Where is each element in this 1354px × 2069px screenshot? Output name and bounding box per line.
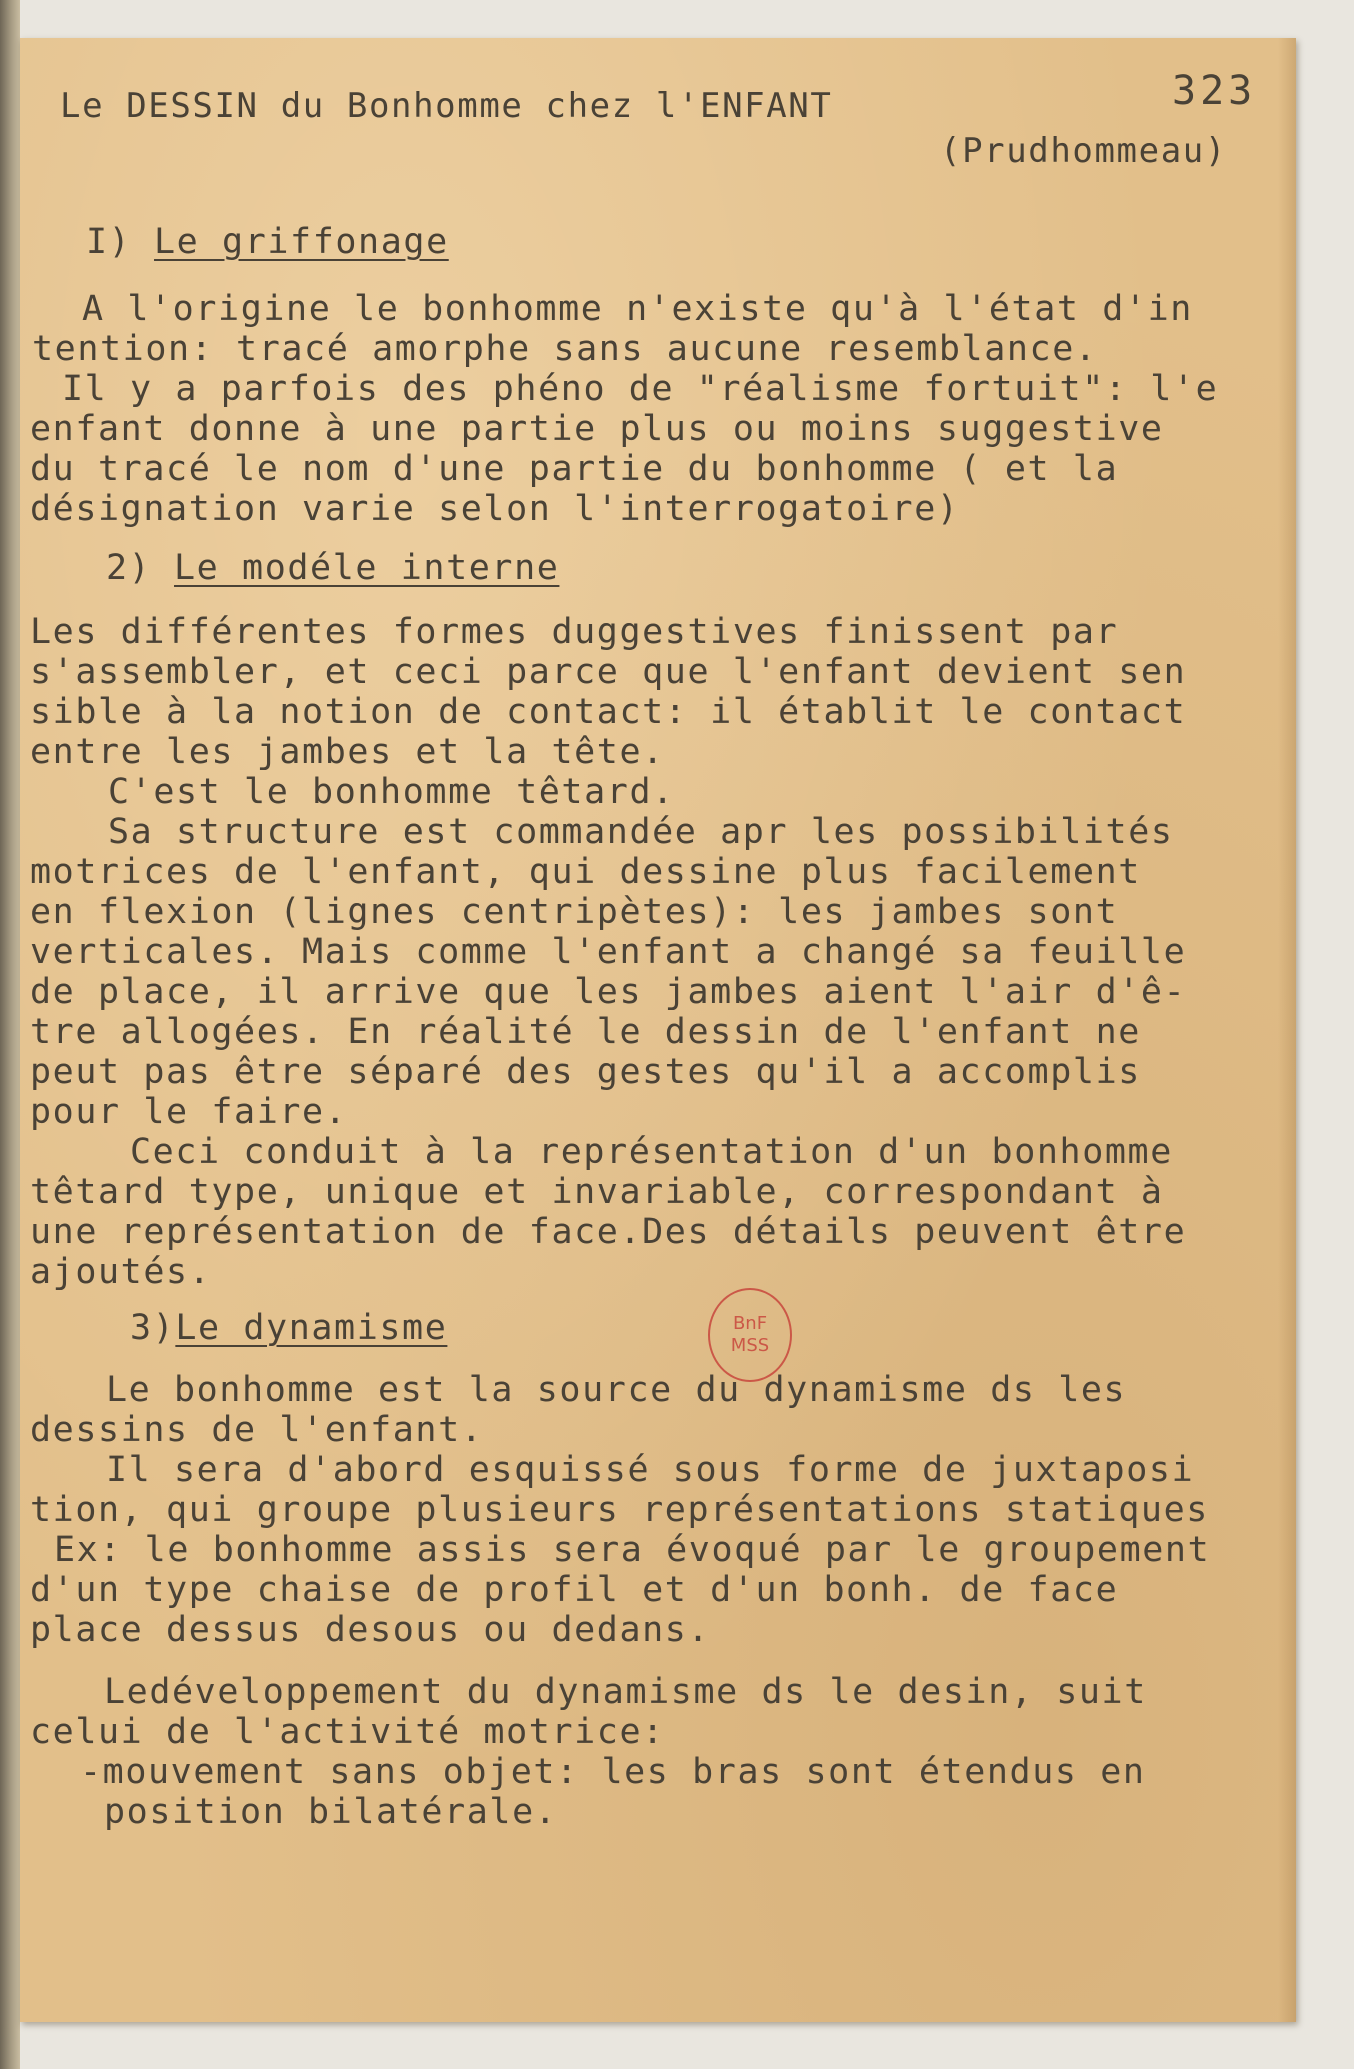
section-2-line: une représentation de face.Des détails peuvent être xyxy=(30,1212,1187,1252)
section-3-line: place dessus desous ou dedans. xyxy=(30,1610,711,1650)
section-1-line: désignation varie selon l'interrogatoire) xyxy=(30,489,960,529)
section-3-line: tion, qui groupe plusieurs représentations statiques xyxy=(30,1490,1209,1530)
section-1-line: Il y a parfois des phéno de "réalisme fortuit": l'e xyxy=(62,369,1219,409)
section-2-line: C'est le bonhomme têtard. xyxy=(108,772,675,812)
section-3-line: Ledéveloppement du dynamisme ds le desin, suit xyxy=(104,1672,1147,1712)
section-3-line: Il sera d'abord esquissé sous forme de juxtaposi xyxy=(106,1450,1195,1490)
section-2-line: Sa structure est commandée apr les possibilités xyxy=(108,812,1174,852)
section-2-line: verticales. Mais comme l'enfant a changé sa feuille xyxy=(30,932,1187,972)
typed-page xyxy=(20,38,1296,2022)
section-1-line: du tracé le nom d'une partie du bonhomme ( et la xyxy=(30,449,1119,489)
section-2-line: de place, il arrive que les jambes aient l'air d'ê- xyxy=(30,972,1187,1012)
section-1-number: I) xyxy=(86,222,155,262)
stamp-line: BnF xyxy=(732,1313,768,1334)
section-1-title: Le griffonage xyxy=(154,222,449,262)
section-2-heading xyxy=(106,548,559,588)
page-edge-shadow xyxy=(1278,38,1296,2022)
section-3-line: d'un type chaise de profil et d'un bonh. de face xyxy=(30,1570,1119,1610)
section-3-line: -mouvement sans objet: les bras sont étendus en xyxy=(80,1752,1146,1792)
section-1-line: enfant donne à une partie plus ou moins suggestive xyxy=(30,409,1164,449)
page-number: 323 xyxy=(1172,68,1257,114)
binding-spine xyxy=(0,0,20,2069)
section-3-title: Le dynamisme xyxy=(175,1308,448,1348)
section-1-heading xyxy=(86,222,449,262)
bnf-library-stamp xyxy=(708,1288,792,1382)
section-3-number: 3) xyxy=(130,1308,176,1348)
section-2-line: s'assembler, et ceci parce que l'enfant devient sen xyxy=(30,652,1187,692)
section-1-line: A l'origine le bonhomme n'existe qu'à l'état d'in xyxy=(82,289,1193,329)
author-name: (Prudhommeau) xyxy=(940,131,1227,171)
section-2-number: 2) xyxy=(106,548,175,588)
section-3-line: celui de l'activité motrice: xyxy=(30,1712,665,1752)
section-2-line: entre les jambes et la tête. xyxy=(30,732,665,772)
section-3-line: Ex: le bonhomme assis sera évoqué par le groupement xyxy=(54,1530,1211,1570)
section-2-line: tre allogées. En réalité le dessin de l'enfant ne xyxy=(30,1012,1141,1052)
document-title: Le DESSIN du Bonhomme chez l'ENFANT xyxy=(60,86,833,126)
section-2-line: ajoutés. xyxy=(30,1252,212,1292)
section-3-line: Le bonhomme est la source du dynamisme ds les xyxy=(106,1370,1127,1410)
section-3-line: position bilatérale. xyxy=(104,1792,558,1832)
section-3-line: dessins de l'enfant. xyxy=(30,1410,484,1450)
section-2-line: Ceci conduit à la représentation d'un bonhomme xyxy=(130,1132,1173,1172)
section-1-line: tention: tracé amorphe sans aucune resemblance. xyxy=(32,329,1098,369)
stamp-line: MSS xyxy=(730,1335,770,1356)
section-2-line: têtard type, unique et invariable, correspondant à xyxy=(30,1172,1164,1212)
section-2-line: peut pas être séparé des gestes qu'il a accomplis xyxy=(30,1052,1141,1092)
section-2-line: Les différentes formes duggestives finissent par xyxy=(30,612,1119,652)
section-3-heading xyxy=(130,1308,447,1348)
section-2-line: pour le faire. xyxy=(30,1092,348,1132)
section-2-line: motrices de l'enfant, qui dessine plus facilement xyxy=(30,852,1141,892)
section-2-line: en flexion (lignes centripètes): les jambes sont xyxy=(30,892,1119,932)
section-2-title: Le modéle interne xyxy=(174,548,560,588)
section-2-line: sible à la notion de contact: il établit le contact xyxy=(30,692,1187,732)
